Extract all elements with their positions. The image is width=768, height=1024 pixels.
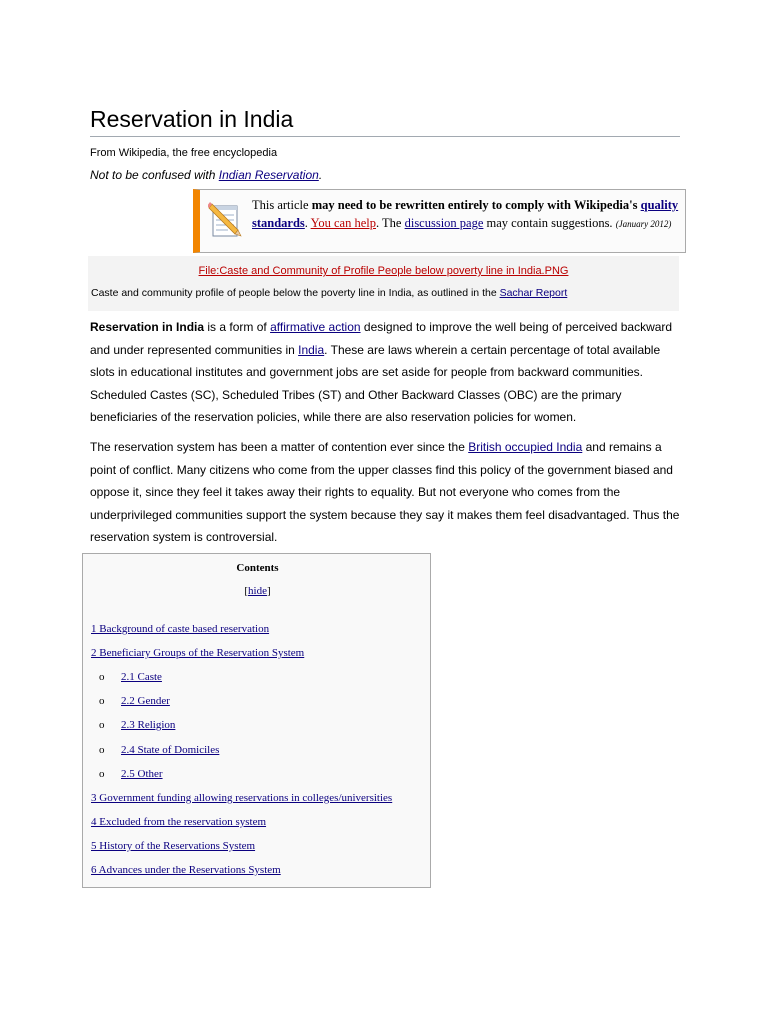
toc-title: Contents	[236, 562, 279, 574]
toc-item-2-1[interactable]: 2.1 Caste	[121, 671, 162, 683]
article-subject-bold: Reservation in India	[90, 320, 205, 334]
toc-bullet: o	[99, 719, 105, 731]
image-caption-box	[88, 256, 679, 311]
controversy-paragraph	[90, 436, 680, 549]
toc-item-2[interactable]: 2 Beneficiary Groups of the Reservation System	[91, 647, 305, 659]
image-file-row	[88, 265, 679, 277]
discussion-page-link[interactable]: discussion page	[404, 216, 484, 230]
hatnote-suffix: .	[318, 168, 323, 182]
para1-text-2: designed to improve the well being of perceived backward and under represented communities in	[90, 320, 673, 357]
hatnote-prefix: Not to be confused with	[90, 168, 219, 182]
affirmative-action-link[interactable]: affirmative action	[270, 320, 361, 334]
notepad-pencil-icon	[208, 200, 244, 240]
caption-text: Caste and community profile of people below the poverty line in India, as outlined in the	[91, 287, 500, 299]
sachar-report-link[interactable]: Sachar Report	[499, 287, 568, 299]
para2-text-2: and remains a point of conflict. Many citizens who come from the upper classes find this policy of the government biased and oppose it, since they feel it takes away their rights to equality. But not everyone who comes from the underprivileged communities support the system because they say it makes them feel disadvantaged. Thus the reservation system is controversial.	[90, 440, 680, 545]
notice-text-3: . The	[376, 216, 405, 230]
para1-text-3: . These are laws wherein a certain percentage of total available slots in educational institutes and government jobs are set aside for people from backward communities. Scheduled Castes (SC), Scheduled Tribes (ST) and Other Backward Classes (OBC) are the primary beneficiaries of the reservation policies, while there are also reservation policies for women.	[90, 342, 661, 425]
india-link[interactable]: India	[298, 342, 325, 357]
toc-item-2-5[interactable]: 2.5 Other	[121, 768, 163, 780]
table-of-contents	[82, 553, 431, 888]
toc-bullet: o	[99, 671, 105, 683]
toc-item-2-2[interactable]: 2.2 Gender	[121, 695, 170, 707]
rewrite-notice-box	[193, 189, 686, 253]
you-can-help-link[interactable]: You can help	[310, 216, 376, 230]
toc-item-3[interactable]: 3 Government funding allowing reservations in colleges/universities	[91, 792, 393, 804]
toc-hide-bracket-open: [	[244, 585, 249, 597]
para1-text-1: is a form of	[204, 320, 271, 334]
rewrite-notice-text	[252, 196, 682, 233]
notice-text-2: .	[304, 216, 311, 230]
intro-paragraph	[90, 316, 680, 429]
site-tagline: From Wikipedia, the free encyclopedia	[90, 147, 278, 159]
toc-item-6[interactable]: 6 Advances under the Reservations System	[91, 864, 281, 876]
toc-bullet: o	[99, 695, 105, 707]
para2-text-1: The reservation system has been a matter of contention ever since the	[90, 440, 469, 454]
toc-bullet: o	[99, 768, 105, 780]
notice-date: (January 2012)	[615, 219, 672, 229]
toc-hide-link[interactable]: hide	[248, 585, 267, 597]
toc-hide-toggle	[83, 585, 432, 597]
toc-hide-bracket-close: ]	[266, 585, 271, 597]
notice-text-bold: may need to be rewritten entirely to comply with Wikipedia's	[311, 198, 641, 212]
british-occupied-india-link[interactable]: British occupied India	[468, 440, 583, 454]
toc-item-5[interactable]: 5 History of the Reservations System	[91, 840, 256, 852]
toc-item-2-4[interactable]: 2.4 State of Domiciles	[121, 744, 220, 756]
notice-text-1: This article	[252, 198, 312, 212]
quality-standards-link[interactable]: quality standards	[252, 198, 679, 230]
image-caption	[91, 287, 679, 299]
notice-text-4: may contain suggestions.	[483, 216, 616, 230]
toc-item-1[interactable]: 1 Background of caste based reservation	[91, 623, 270, 635]
page-title: Reservation in India	[90, 106, 680, 137]
toc-item-2-3[interactable]: 2.3 Religion	[121, 719, 176, 731]
hatnote-link[interactable]: Indian Reservation	[218, 168, 319, 182]
hatnote	[90, 168, 322, 182]
toc-item-4[interactable]: 4 Excluded from the reservation system	[91, 816, 267, 828]
image-file-link[interactable]: File:Caste and Community of Profile People below poverty line in India.PNG	[198, 265, 569, 277]
toc-bullet: o	[99, 744, 105, 756]
